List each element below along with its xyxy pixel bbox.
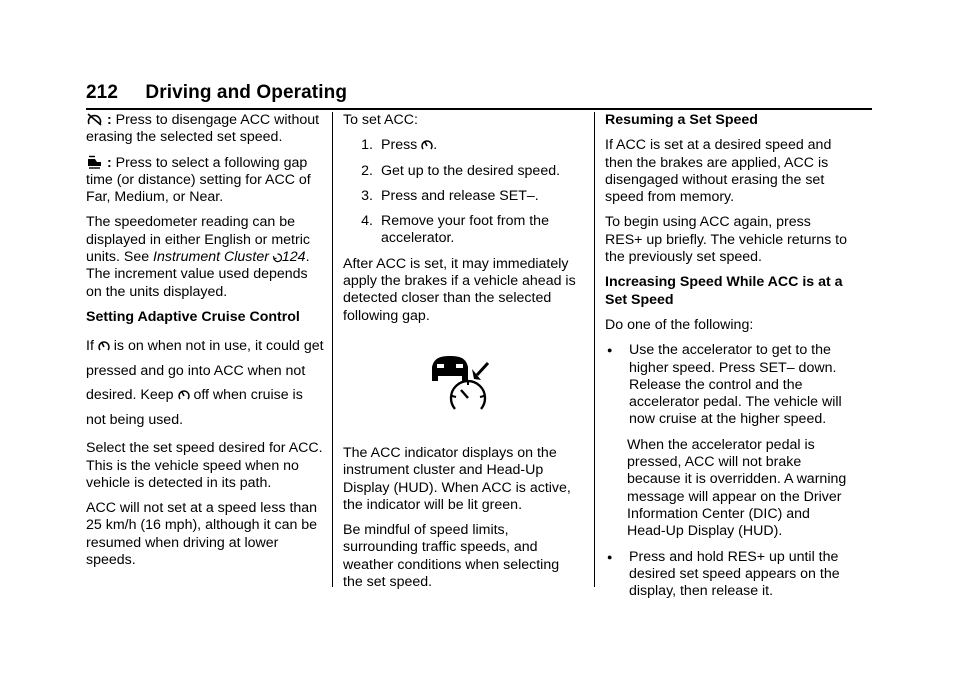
bullet: ● <box>607 345 613 356</box>
paragraph-gap: : Press to select a following gap time (or distance) setting for ACC of Far, Medium, or Near. <box>86 154 311 206</box>
paragraph-after-set: After ACC is set, it may immediately apply the brakes if a vehicle ahead is detected closer than the selected following gap. <box>343 255 576 324</box>
list-item: ● Use the accelerator to get to the higher speed. Press SET– down. Release the control and the accelerator pedal. The vehicle will now cruise at the higher speed. <box>607 342 842 428</box>
list-item: 4. Remove your foot from the accelerator. <box>361 213 549 247</box>
steps-list <box>343 137 581 247</box>
paragraph-speedometer: The speedometer reading can be displayed in either English or metric units. See Instrument Cluster 124. The increment value used depends on the units displayed. <box>86 214 310 300</box>
cruise-control-icon <box>98 339 110 352</box>
paragraph-cruise-warning: If is on when not in use, it could get pressed and go into ACC when not desired. Keep off when cruise is not being used. <box>86 338 324 428</box>
list-item: 2. Get up to the desired speed. <box>361 162 561 179</box>
page-header <box>86 82 347 104</box>
acc-indicator-icon <box>428 355 498 413</box>
header-rule <box>86 108 872 110</box>
list-item-note: When the accelerator pedal is pressed, ACC will not brake because it is overridden. A warning message will appear on the Driver Information Center (DIC) and Head-Up Display (HUD). <box>627 436 847 540</box>
heading-setting-acc: Setting Adaptive Cruise Control <box>86 308 300 325</box>
paragraph-to-set-acc: To set ACC: <box>343 112 418 128</box>
heading-resume: Resuming a Set Speed <box>605 112 758 128</box>
column-divider <box>594 112 595 587</box>
paragraph-resume-2: To begin using ACC again, press RES+ up briefly. The vehicle returns to the previously set speed. <box>605 214 847 266</box>
list-item: 1. Press . <box>361 137 438 154</box>
paragraph-min-speed: ACC will not set at a speed less than 25 km/h (16 mph), although it can be resumed when driving at lower speeds. <box>86 500 318 569</box>
paragraph-mindful: Be mindful of speed limits, surrounding traffic speeds, and weather conditions when selecting the set speed. <box>343 522 560 591</box>
list-item: 3. Press and release SET–. <box>361 187 539 204</box>
page-ref-icon <box>273 253 282 263</box>
cross-reference-link[interactable]: Instrument Cluster <box>153 249 269 266</box>
paragraph-indicator: The ACC indicator displays on the instrument cluster and Head-Up Display (HUD). When ACC is active, the indicator will be lit green. <box>343 444 571 513</box>
column-1 <box>86 112 324 577</box>
page-number: 212 <box>86 82 119 103</box>
list-item: ● Press and hold RES+ up until the desired set speed appears on the display, then release it. <box>607 548 840 600</box>
paragraph-cancel: : Press to disengage ACC without erasing the selected set speed. <box>86 112 320 146</box>
cancel-cruise-icon <box>86 113 103 126</box>
acc-indicator-figure <box>343 333 581 445</box>
paragraph-set-speed: Select the set speed desired for ACC. This is the vehicle speed when no vehicle is detected in its path. <box>86 440 323 491</box>
paragraph-resume-1: If ACC is set at a desired speed and then the brakes are applied, ACC is disengaged without erasing the set speed from memory. <box>605 137 832 206</box>
bullet: ● <box>607 551 613 562</box>
column-3 <box>605 112 849 608</box>
paragraph-do-one: Do one of the following: <box>605 316 754 333</box>
column-divider <box>332 112 333 587</box>
page-reference[interactable]: 124 <box>281 249 306 266</box>
cruise-control-icon <box>421 138 433 151</box>
section-title: Driving and Operating <box>145 82 348 103</box>
following-gap-icon <box>86 155 103 169</box>
column-2 <box>343 112 581 599</box>
heading-increase: Increasing Speed While ACC is at a Set Speed <box>605 274 843 308</box>
cruise-control-icon <box>178 388 190 401</box>
options-list <box>605 342 849 600</box>
